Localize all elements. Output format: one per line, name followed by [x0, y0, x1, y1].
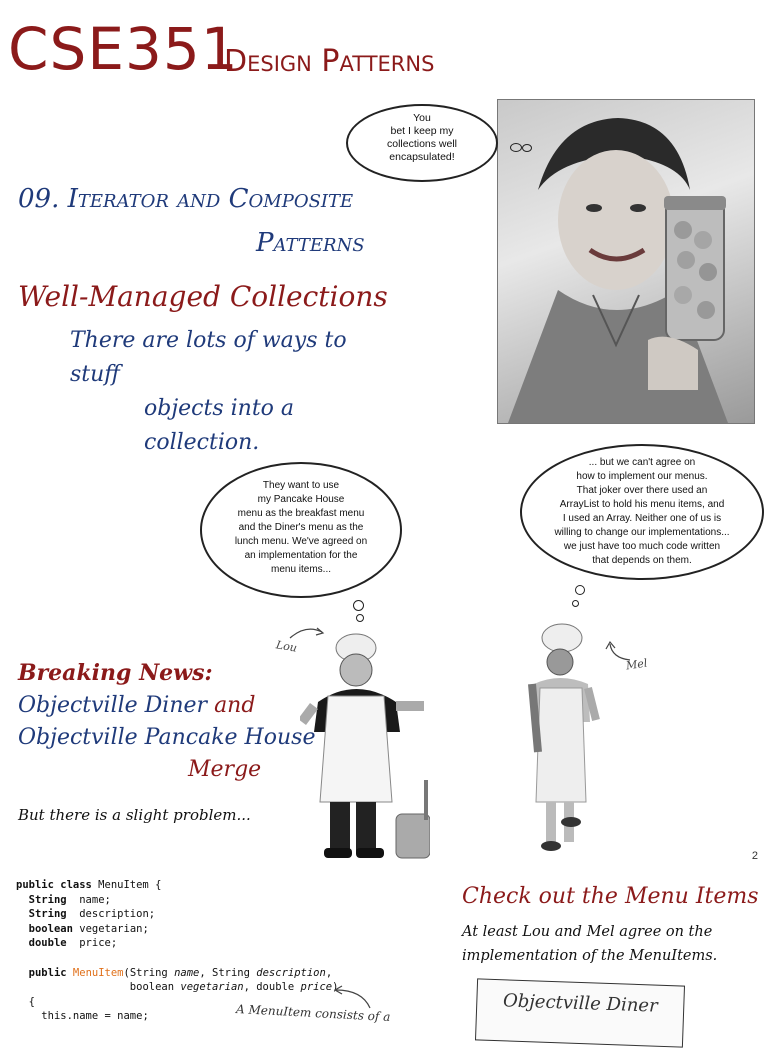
woman-with-jar-photo — [497, 99, 755, 424]
code-token: { — [28, 995, 35, 1008]
well-managed-line2: objects into a collection. — [144, 396, 295, 455]
code-token: , double — [243, 981, 301, 994]
woman-speech-bubble — [346, 104, 498, 182]
code-token: price; — [66, 937, 118, 950]
objectville-pancake-house: Objectville Pancake House — [18, 725, 316, 750]
diner-card-title: Objectville Diner — [502, 990, 658, 1017]
bubble-line: menu as the breakfast menu — [237, 508, 365, 519]
lou-chef-illustration — [300, 632, 430, 864]
bubble-tail-icon — [572, 600, 579, 607]
breaking-news-title: Breaking News: — [18, 660, 213, 686]
code-token: MenuItem — [72, 966, 124, 979]
merge-word: Merge — [188, 757, 262, 782]
well-managed-body — [70, 324, 400, 460]
bubble-line: an implementation for the — [244, 550, 358, 561]
bubble-line: and the Diner's menu as the — [238, 522, 364, 533]
section-title-line1: 09. Iterator and Composite — [18, 184, 354, 214]
bubble-line: encapsulated! — [389, 151, 455, 163]
code-token: price — [300, 981, 333, 994]
bubble-line: You — [413, 112, 431, 124]
bubble-line: collections well — [386, 138, 458, 150]
mel-speech-bubble — [520, 444, 764, 580]
course-subtitle: Design Patterns — [224, 44, 435, 79]
bubble-line: That joker over there used an — [576, 485, 708, 496]
check-menu-items-title: Check out the Menu Items — [462, 884, 759, 909]
page-number: 2 — [751, 850, 758, 862]
course-title: CSE351 — [8, 15, 239, 83]
menuitem-annotation: A MenuItem consists of a — [235, 1001, 391, 1025]
bubble-tail-icon — [522, 144, 532, 152]
annotation-arrow-icon — [332, 984, 372, 1010]
objectville-diner: Objectville Diner — [18, 693, 208, 718]
code-token: boolean — [28, 922, 73, 935]
objectville-diner-menu-card — [475, 978, 685, 1047]
bubble-line: lunch menu. We've agreed on — [234, 536, 368, 547]
code-token: name; — [66, 893, 111, 906]
section-title-line2: Patterns — [256, 228, 365, 258]
bubble-line: I used an Array. Neither one of us is — [562, 513, 722, 524]
code-token: ) — [332, 981, 339, 994]
bubble-line: bet I keep my — [390, 125, 454, 137]
well-managed-line1: There are lots of ways to stuff — [70, 328, 347, 387]
code-token: name — [174, 966, 200, 979]
bubble-tail-icon — [575, 585, 585, 595]
well-managed-title: Well-Managed Collections — [18, 280, 388, 313]
and-word: and — [214, 693, 256, 718]
bubble-line: ... but we can't agree on — [588, 457, 696, 468]
code-token: public class — [16, 879, 92, 891]
code-token: , String — [199, 966, 257, 979]
code-token: MenuItem { — [91, 879, 162, 891]
bubble-tail-icon — [356, 614, 364, 622]
mel-label: Mel — [625, 656, 649, 673]
code-token: vegetarian — [180, 981, 244, 994]
lou-label: Lou — [275, 638, 298, 655]
bubble-line: my Pancake House — [257, 494, 345, 505]
code-token: String — [28, 893, 67, 906]
code-token: public — [28, 966, 67, 979]
woman-illustration — [498, 100, 754, 423]
code-token: boolean — [129, 981, 181, 994]
code-token: , — [325, 966, 333, 979]
bubble-line: They want to use — [262, 480, 340, 491]
code-token: (String — [123, 966, 175, 979]
mel-chef-illustration — [516, 622, 606, 856]
code-token: double — [28, 937, 67, 950]
check-menu-items-body: At least Lou and Mel agree on the implementation of the MenuItems. — [462, 924, 718, 964]
code-token: String — [28, 908, 67, 921]
code-token: description; — [66, 908, 156, 921]
bubble-line: that depends on them. — [592, 555, 692, 566]
bubble-line: willing to change our implementations... — [554, 527, 730, 538]
code-token: description — [256, 966, 326, 979]
bubble-line: we just have too much code written — [563, 541, 721, 552]
problem-text: But there is a slight problem... — [18, 806, 251, 824]
bubble-line: how to implement our menus. — [576, 471, 708, 482]
breaking-news-headline — [18, 690, 315, 786]
bubble-tail-icon — [353, 600, 364, 611]
bubble-line: menu items... — [270, 564, 332, 575]
lou-speech-bubble — [200, 462, 402, 598]
bubble-tail-icon — [510, 143, 522, 152]
code-token: vegetarian; — [72, 922, 149, 935]
code-token: this.name = name; — [41, 1010, 149, 1023]
menuitem-code — [16, 878, 338, 1024]
bubble-line: ArrayList to hold his menu items, and — [559, 499, 725, 510]
